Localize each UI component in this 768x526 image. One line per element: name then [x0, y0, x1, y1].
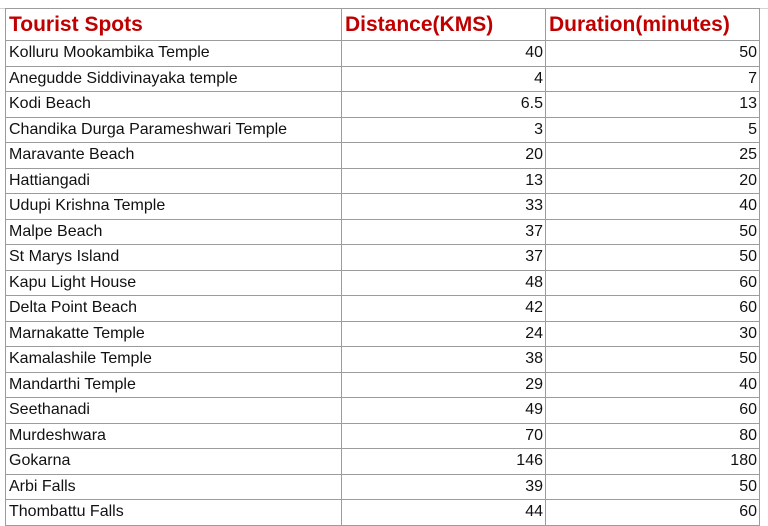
header-cell-distance[interactable]: Distance(KMS): [342, 9, 546, 41]
header-cell-tourist-spots[interactable]: Tourist Spots: [6, 9, 342, 41]
spot-name-cell[interactable]: Kolluru Mookambika Temple: [6, 41, 342, 67]
table-row: [6, 143, 760, 169]
spot-name-cell[interactable]: Kodi Beach: [6, 92, 342, 118]
duration-cell[interactable]: 25: [546, 143, 760, 169]
distance-cell[interactable]: 37: [342, 219, 546, 245]
duration-cell[interactable]: 80: [546, 423, 760, 449]
table-row: [6, 194, 760, 220]
spot-name-cell[interactable]: Anegudde Siddivinayaka temple: [6, 66, 342, 92]
spot-name-cell[interactable]: Marnakatte Temple: [6, 321, 342, 347]
duration-cell[interactable]: 7: [546, 66, 760, 92]
table-row: [6, 117, 760, 143]
table-row: [6, 41, 760, 67]
duration-cell[interactable]: 60: [546, 500, 760, 526]
distance-cell[interactable]: 33: [342, 194, 546, 220]
distance-cell[interactable]: 70: [342, 423, 546, 449]
table-row: [6, 449, 760, 475]
spot-name-cell[interactable]: Mandarthi Temple: [6, 372, 342, 398]
distance-cell[interactable]: 38: [342, 347, 546, 373]
duration-cell[interactable]: 50: [546, 474, 760, 500]
distance-cell[interactable]: 37: [342, 245, 546, 271]
table-row: [6, 92, 760, 118]
distance-cell[interactable]: 4: [342, 66, 546, 92]
duration-cell[interactable]: 180: [546, 449, 760, 475]
table-row: [6, 245, 760, 271]
duration-cell[interactable]: 50: [546, 347, 760, 373]
spot-name-cell[interactable]: Seethanadi: [6, 398, 342, 424]
duration-cell[interactable]: 40: [546, 194, 760, 220]
duration-cell[interactable]: 50: [546, 219, 760, 245]
table-row: [6, 474, 760, 500]
duration-cell[interactable]: 60: [546, 296, 760, 322]
distance-cell[interactable]: 13: [342, 168, 546, 194]
distance-cell[interactable]: 29: [342, 372, 546, 398]
table-row: [6, 398, 760, 424]
table-row: [6, 66, 760, 92]
spot-name-cell[interactable]: Chandika Durga Parameshwari Temple: [6, 117, 342, 143]
table-row: [6, 347, 760, 373]
duration-cell[interactable]: 50: [546, 245, 760, 271]
distance-cell[interactable]: 39: [342, 474, 546, 500]
duration-cell[interactable]: 20: [546, 168, 760, 194]
tourist-spots-table: [5, 8, 760, 526]
spot-name-cell[interactable]: Gokarna: [6, 449, 342, 475]
spot-name-cell[interactable]: Kamalashile Temple: [6, 347, 342, 373]
spot-name-cell[interactable]: Maravante Beach: [6, 143, 342, 169]
table-row: [6, 500, 760, 526]
table-row: [6, 168, 760, 194]
table-row: [6, 372, 760, 398]
spot-name-cell[interactable]: Kapu Light House: [6, 270, 342, 296]
spot-name-cell[interactable]: Malpe Beach: [6, 219, 342, 245]
table-row: [6, 270, 760, 296]
distance-cell[interactable]: 24: [342, 321, 546, 347]
duration-cell[interactable]: 13: [546, 92, 760, 118]
distance-cell[interactable]: 3: [342, 117, 546, 143]
distance-cell[interactable]: 44: [342, 500, 546, 526]
distance-cell[interactable]: 20: [342, 143, 546, 169]
table-row: [6, 219, 760, 245]
distance-cell[interactable]: 40: [342, 41, 546, 67]
spot-name-cell[interactable]: St Marys Island: [6, 245, 342, 271]
spot-name-cell[interactable]: Delta Point Beach: [6, 296, 342, 322]
spot-name-cell[interactable]: Murdeshwara: [6, 423, 342, 449]
distance-cell[interactable]: 42: [342, 296, 546, 322]
spot-name-cell[interactable]: Thombattu Falls: [6, 500, 342, 526]
spot-name-cell[interactable]: Hattiangadi: [6, 168, 342, 194]
duration-cell[interactable]: 5: [546, 117, 760, 143]
header-row: [6, 9, 760, 41]
table-row: [6, 423, 760, 449]
duration-cell[interactable]: 60: [546, 270, 760, 296]
distance-cell[interactable]: 48: [342, 270, 546, 296]
duration-cell[interactable]: 40: [546, 372, 760, 398]
duration-cell[interactable]: 30: [546, 321, 760, 347]
table-row: [6, 321, 760, 347]
table-row: [6, 296, 760, 322]
duration-cell[interactable]: 50: [546, 41, 760, 67]
distance-cell[interactable]: 49: [342, 398, 546, 424]
header-cell-duration[interactable]: Duration(minutes): [546, 9, 760, 41]
distance-cell[interactable]: 6.5: [342, 92, 546, 118]
distance-cell[interactable]: 146: [342, 449, 546, 475]
spot-name-cell[interactable]: Arbi Falls: [6, 474, 342, 500]
duration-cell[interactable]: 60: [546, 398, 760, 424]
spot-name-cell[interactable]: Udupi Krishna Temple: [6, 194, 342, 220]
